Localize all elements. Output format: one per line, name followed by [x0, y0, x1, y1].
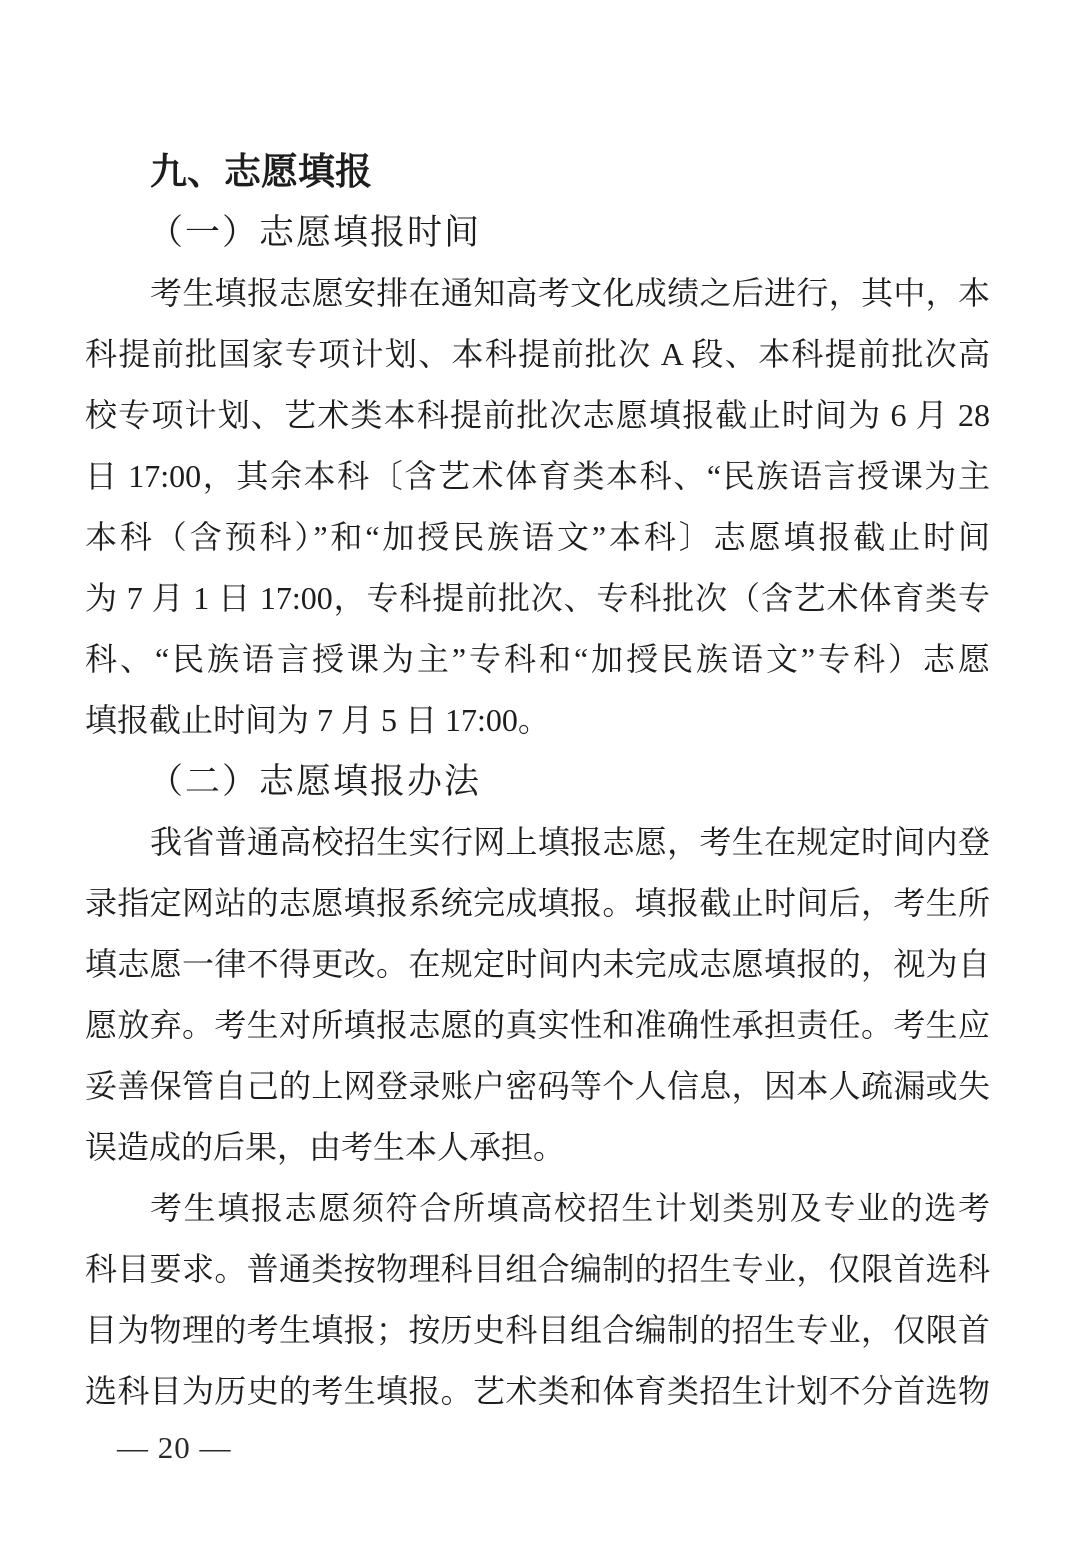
- document-body: [85, 141, 990, 1422]
- paragraph-line: 考生填报志愿安排在通知高考文化成绩之后进行，其中，本: [150, 275, 990, 311]
- paragraph-line: 目为物理的考生填报；按历史科目组合编制的招生专业，仅限首: [85, 1312, 990, 1348]
- subsection-heading-2: （二）志愿填报办法: [148, 762, 482, 801]
- paragraph-line: 选科目为历史的考生填报。艺术类和体育类招生计划不分首选物: [85, 1373, 990, 1409]
- paragraph-line: 误造成的后果，由考生本人承担。: [85, 1129, 566, 1165]
- page-number: — 20 —: [117, 1430, 232, 1465]
- paragraph-line: 科目要求。普通类按物理科目组合编制的招生专业，仅限首选科: [85, 1251, 990, 1287]
- paragraph-line: 为 7 月 1 日 17:00，专科提前批次、专科批次（含艺术体育类专: [85, 580, 990, 616]
- paragraph-line: 填报截止时间为 7 月 5 日 17:00。: [85, 702, 550, 738]
- section-heading: 九、志愿填报: [150, 151, 372, 192]
- subsection-heading-1: （一）志愿填报时间: [148, 213, 482, 252]
- paragraph-line: 考生填报志愿须符合所填高校招生计划类别及专业的选考: [150, 1190, 990, 1226]
- paragraph-line: 日 17:00，其余本科〔含艺术体育类本科、“民族语言授课为主: [85, 458, 990, 494]
- paragraph-line: 妥善保管自己的上网登录账户密码等个人信息，因本人疏漏或失: [85, 1068, 990, 1104]
- paragraph-line: 愿放弃。考生对所填报志愿的真实性和准确性承担责任。考生应: [85, 1007, 990, 1043]
- paragraph-line: 科提前批国家专项计划、本科提前批次 A 段、本科提前批次高: [85, 336, 990, 372]
- paragraph-line: 填志愿一律不得更改。在规定时间内未完成志愿填报的，视为自: [85, 946, 990, 982]
- paragraph-line: 本科（含预科）”和“加授民族语文”本科〕志愿填报截止时间: [85, 519, 990, 555]
- paragraph-line: 我省普通高校招生实行网上填报志愿，考生在规定时间内登: [150, 824, 990, 860]
- paragraph-line: 科、“民族语言授课为主”专科和“加授民族语文”专科）志愿: [85, 641, 990, 677]
- paragraph-line: 录指定网站的志愿填报系统完成填报。填报截止时间后，考生所: [85, 885, 990, 921]
- paragraph-line: 校专项计划、艺术类本科提前批次志愿填报截止时间为 6 月 28: [85, 397, 990, 433]
